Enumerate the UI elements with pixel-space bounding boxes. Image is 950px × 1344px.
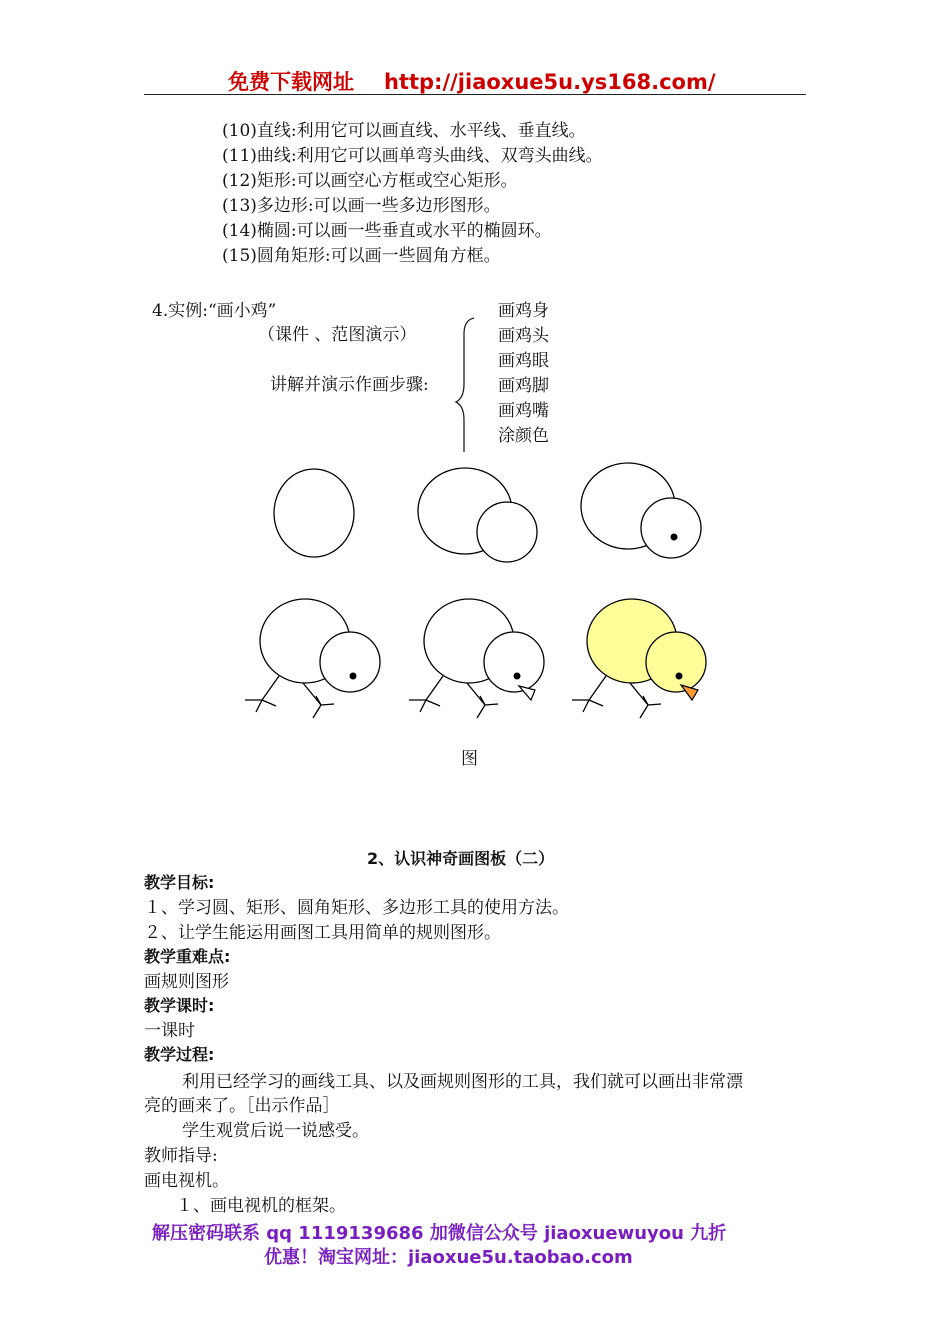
tool-item-line: (10)直线:利用它可以画直线、水平线、垂直线。 — [222, 121, 586, 141]
process-paragraph-line: 亮的画来了。［出示作品］ — [144, 1096, 340, 1116]
example-subtitle: （课件 、范图演示） — [258, 325, 417, 345]
lesson-title: 2、认识神奇画图板（二） — [367, 849, 555, 868]
tool-item-polygon: (13)多边形:可以画一些多边形图形。 — [222, 196, 501, 216]
process-heading: 教学过程: — [144, 1045, 215, 1064]
time-text: 一课时 — [144, 1021, 195, 1041]
step-item: 涂颜色 — [498, 426, 549, 446]
chick-step-5 — [409, 599, 544, 718]
goal-heading: 教学目标: — [144, 873, 215, 892]
time-heading: 教学课时: — [144, 996, 215, 1015]
brace-shape — [456, 318, 474, 452]
draw-tv-text: 画电视机。 — [144, 1171, 229, 1191]
step-item: 画鸡头 — [498, 326, 549, 346]
tool-item-ellipse: (14)椭圆:可以画一些垂直或水平的椭圆环。 — [222, 221, 552, 241]
goal-item: ２、让学生能运用画图工具用简单的规则图形。 — [144, 923, 501, 943]
header-url-link[interactable]: http://jiaoxue5u.ys168.com/ — [384, 70, 716, 94]
chick-step-4 — [245, 599, 380, 718]
key-heading: 教学重难点: — [144, 947, 231, 966]
teacher-guide-label: 教师指导: — [144, 1146, 218, 1166]
chick-step-3 — [581, 463, 701, 558]
key-text: 画规则图形 — [144, 972, 229, 992]
header-site-label: 免费下载网址 — [228, 70, 354, 94]
goal-item: １、学习圆、矩形、圆角矩形、多边形工具的使用方法。 — [144, 898, 569, 918]
process-paragraph-line: 利用已经学习的画线工具、以及画规则图形的工具，我们就可以画出非常漂 — [182, 1072, 743, 1092]
footer-line-2: 优惠！淘宝网址：jiaoxue5u.taobao.com — [264, 1247, 633, 1268]
step-item: 画鸡嘴 — [498, 401, 549, 421]
process-paragraph: 学生观赏后说一说感受。 — [182, 1121, 369, 1141]
chick-step-1 — [274, 469, 354, 557]
tool-item-rectangle: (12)矩形:可以画空心方框或空心矩形。 — [222, 171, 518, 191]
figure-caption: 图 — [461, 749, 478, 769]
step-item: 画鸡眼 — [498, 351, 549, 371]
steps-label: 讲解并演示作画步骤: — [270, 375, 429, 395]
tool-item-curve: (11)曲线:利用它可以画单弯头曲线、双弯头曲线。 — [222, 146, 603, 166]
chick-step-2 — [418, 468, 537, 562]
tv-step-1: １、画电视机的框架。 — [176, 1196, 346, 1216]
example-title: 4.实例:“画小鸡” — [152, 301, 277, 321]
footer-line-1: 解压密码联系 qq 1119139686 加微信公众号 jiaoxuewuyou 九折 — [152, 1223, 727, 1244]
step-item: 画鸡脚 — [498, 376, 549, 396]
chick-step-6 — [572, 599, 706, 718]
tool-item-rounded-rect: (15)圆角矩形:可以画一些圆角方框。 — [222, 246, 501, 266]
step-item: 画鸡身 — [498, 301, 549, 321]
